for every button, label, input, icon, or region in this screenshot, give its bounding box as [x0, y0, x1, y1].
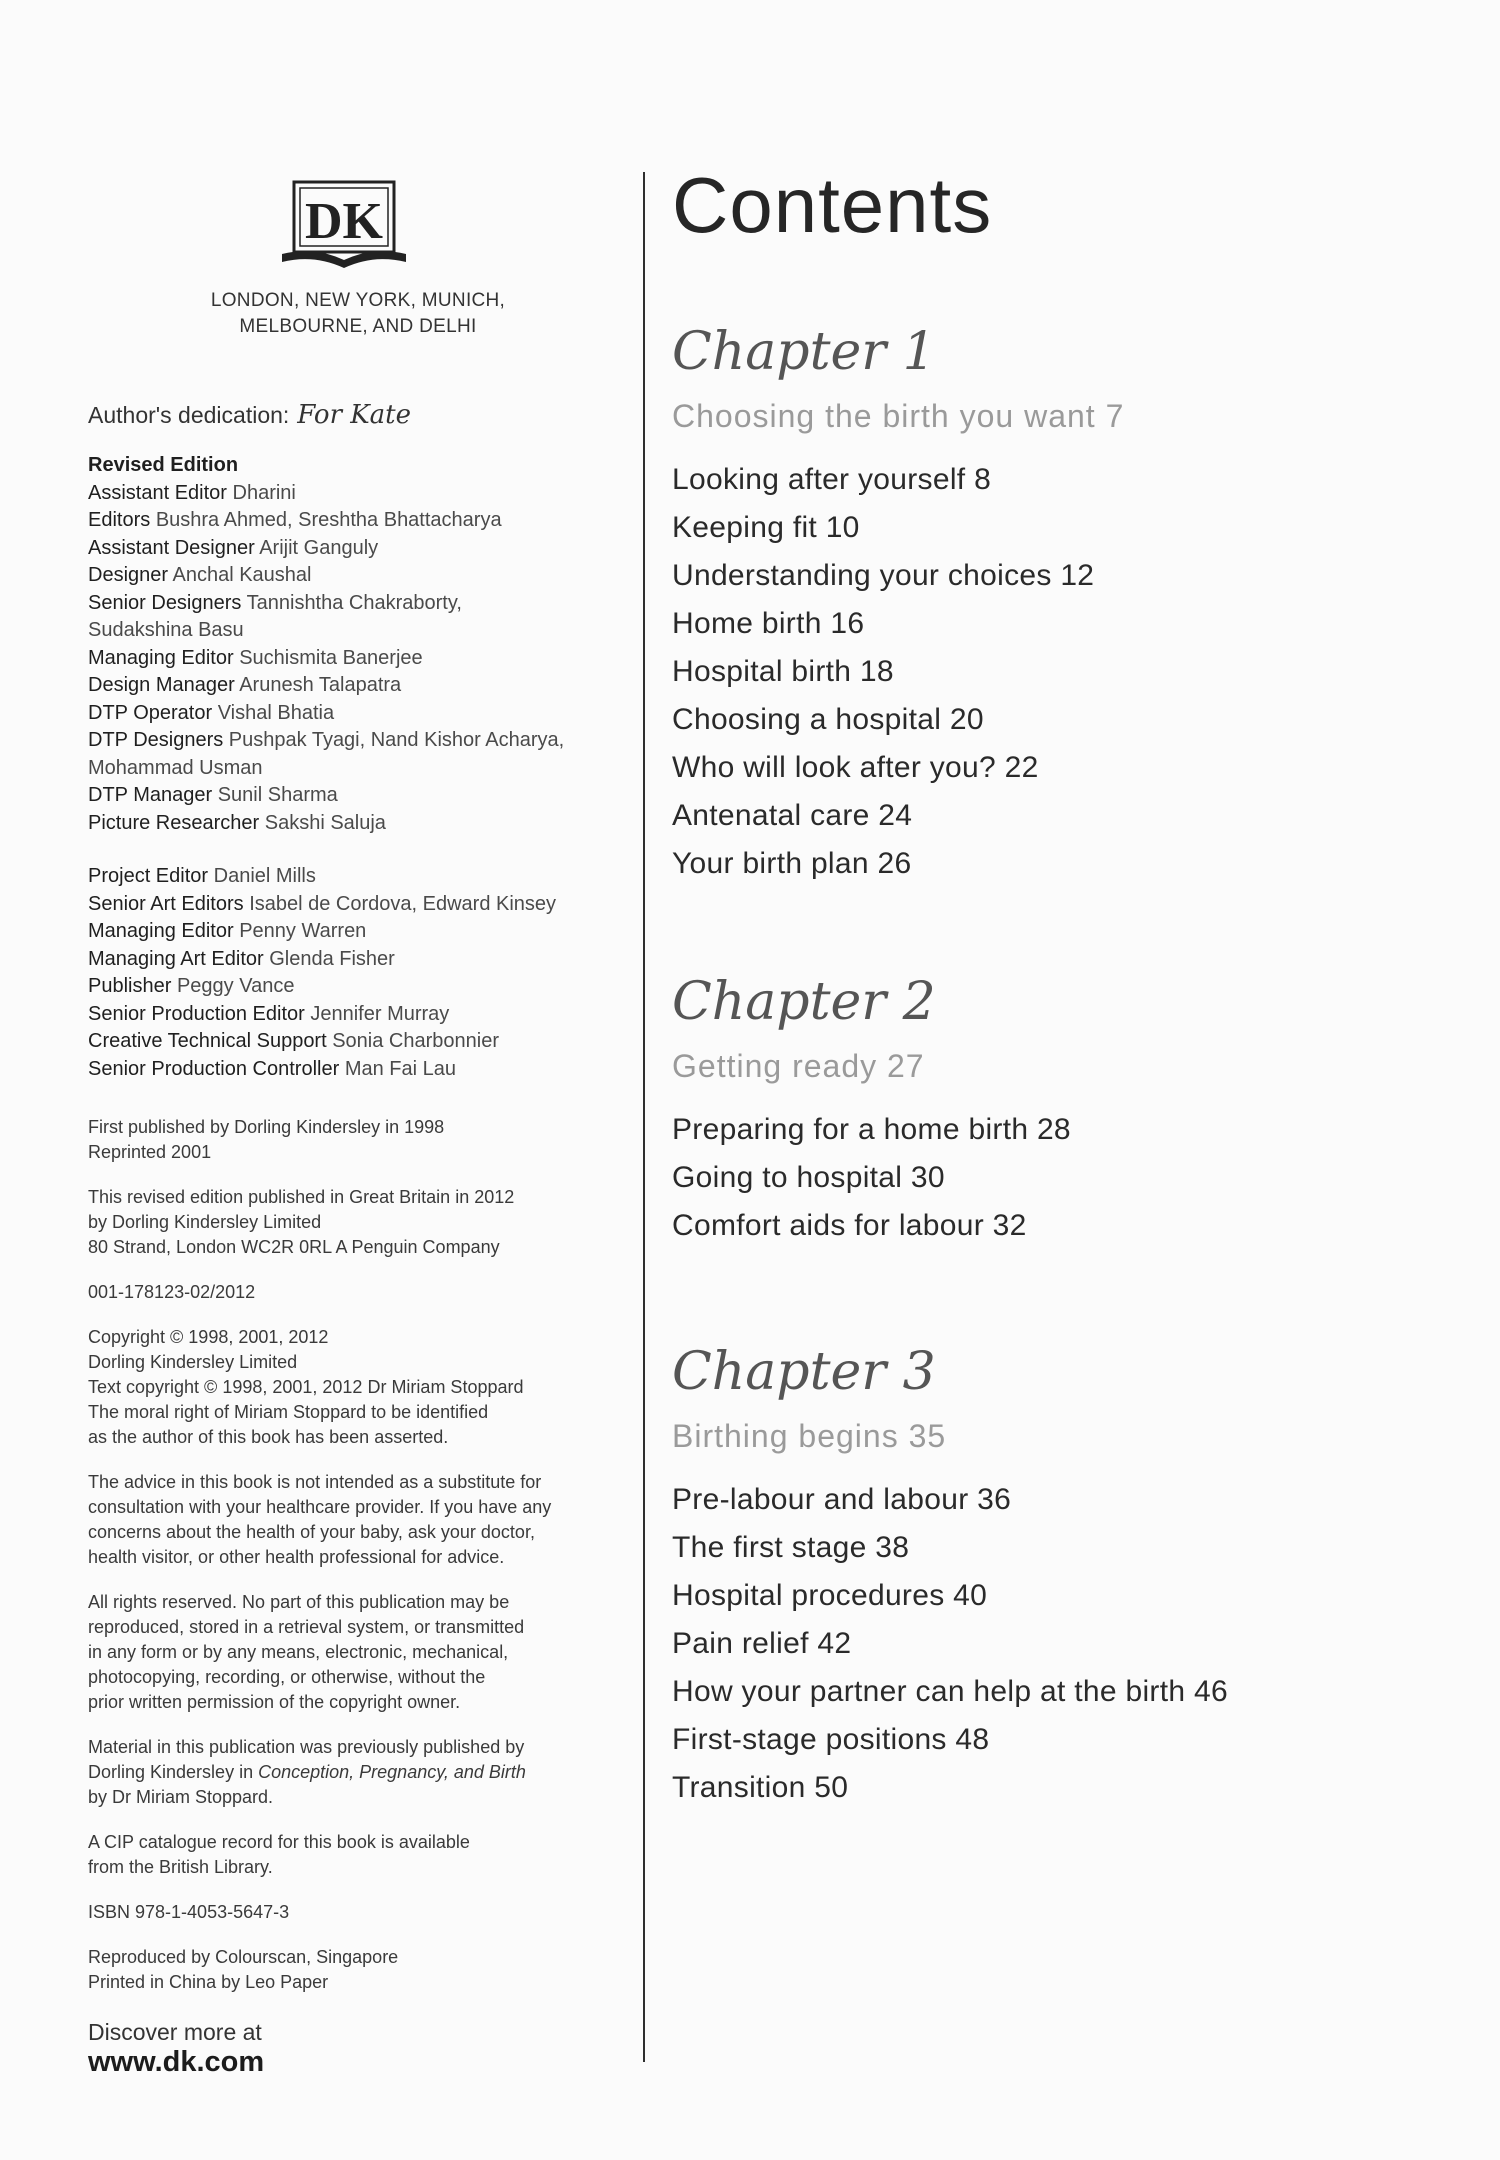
column-divider	[643, 172, 645, 2062]
notice-line: Printed in China by Leo Paper	[88, 1972, 329, 1992]
notice-line: Text copyright © 1998, 2001, 2012 Dr Miriam Stoppard	[88, 1377, 524, 1397]
publication-notes-end	[88, 1830, 628, 1995]
toc-entry[interactable]: First-stage positions 48	[672, 1723, 990, 1756]
credit-name: Suchismita Banerjee	[239, 646, 423, 669]
credit-line	[88, 755, 628, 783]
credit-name: Bushra Ahmed, Sreshtha Bhattacharya	[155, 509, 502, 531]
credit-name: Sunil Sharma	[217, 784, 338, 806]
notice-line: health visitor, or other health professional for advice.	[88, 1547, 505, 1567]
credit-line	[88, 590, 628, 618]
credit-line	[88, 617, 628, 645]
credit-role: Design Manager	[88, 674, 235, 696]
toc-list	[672, 1106, 1472, 1250]
notice-line: from the British Library.	[88, 1857, 273, 1877]
credit-name: Peggy Vance	[176, 975, 295, 997]
credit-name: Arunesh Talapatra	[239, 674, 402, 696]
toc-entry[interactable]: The first stage 38	[672, 1531, 910, 1564]
credit-name: Anchal Kaushal	[172, 564, 312, 586]
notice-paragraph	[88, 1185, 628, 1260]
credit-line	[88, 672, 628, 700]
notice-paragraph	[88, 1900, 628, 1925]
toc-entry[interactable]: Transition 50	[672, 1771, 849, 1804]
notice-line: This revised edition published in Great Britain in 2012	[88, 1187, 515, 1207]
notice-line: All rights reserved. No part of this publication may be	[88, 1592, 510, 1612]
page-title: Contents	[672, 161, 993, 249]
notice-line: A CIP catalogue record for this book is available	[88, 1832, 470, 1852]
credit-role: Managing Editor	[88, 646, 234, 669]
material-note: Material in this publication was previously published by Dorling Kindersley in Conception, Pregnancy, and Birth by Dr Miriam Stoppard.	[88, 1737, 526, 1807]
credit-role: DTP Operator	[88, 701, 213, 724]
toc-entry[interactable]: How your partner can help at the birth 46	[672, 1675, 1228, 1708]
credit-name: Isabel de Cordova, Edward Kinsey	[249, 892, 557, 915]
chapter-title: Birthing begins 35	[672, 1418, 947, 1454]
credit-role: Designer	[88, 564, 169, 586]
notice-line: as the author of this book has been asserted.	[88, 1427, 449, 1447]
notice-line: The moral right of Miriam Stoppard to be identified	[88, 1402, 489, 1422]
discover-more: Discover more at www.dk.com	[88, 2017, 628, 2077]
notice-line: consultation with your healthcare provider. If you have any	[88, 1497, 552, 1517]
original-edition-credits	[88, 863, 628, 1083]
notice-line: reproduced, stored in a retrieval system, or transmitted	[88, 1617, 525, 1637]
notice-line: ISBN 978-1-4053-5647-3	[88, 1902, 290, 1922]
credit-line	[88, 1028, 628, 1056]
credit-name: Pushpak Tyagi, Nand Kishor Acharya,	[228, 729, 565, 751]
chapter-label: Chapter 1	[672, 322, 936, 382]
toc-entry[interactable]: Looking after yourself 8	[672, 463, 992, 496]
notice-line: First published by Dorling Kindersley in 1998	[88, 1117, 445, 1137]
notice-line: photocopying, recording, or otherwise, without the	[88, 1667, 486, 1687]
credit-role: Senior Art Editors	[88, 892, 244, 915]
credit-line	[88, 480, 628, 508]
credit-role: Assistant Editor	[88, 481, 227, 504]
credit-name: Man Fai Lau	[344, 1057, 456, 1080]
toc-entry[interactable]: Hospital procedures 40	[672, 1579, 988, 1612]
credit-name: Vishal Bhatia	[217, 701, 335, 724]
toc-entry[interactable]: Going to hospital 30	[672, 1161, 945, 1194]
notice-line: Copyright © 1998, 2001, 2012	[88, 1327, 329, 1347]
toc-entry[interactable]: Pain relief 42	[672, 1627, 852, 1660]
toc-entry[interactable]: Comfort aids for labour 32	[672, 1209, 1027, 1242]
notice-line: 80 Strand, London WC2R 0RL A Penguin Company	[88, 1237, 500, 1257]
chapter-title: Getting ready 27	[672, 1048, 925, 1084]
publication-notes	[88, 1115, 628, 1715]
publisher-cities: LONDON, NEW YORK, MUNICH, MELBOURNE, AND DELHI	[210, 290, 506, 337]
credit-line	[88, 535, 628, 563]
notice-paragraph	[88, 1945, 628, 1995]
dk-logo	[278, 180, 410, 272]
imprint-column	[88, 180, 628, 2077]
credit-name: Sakshi Saluja	[264, 811, 386, 834]
chapter-section	[672, 320, 1472, 888]
chapter-section	[672, 970, 1472, 1250]
chapter-label: Chapter 2	[672, 972, 936, 1032]
toc-entry[interactable]: Antenatal care 24	[672, 799, 913, 832]
credit-role: Publisher	[88, 975, 172, 997]
author-dedication: Author's dedication: For Kate	[88, 400, 412, 430]
credit-line	[88, 1056, 628, 1084]
toc-entry[interactable]: Choosing a hospital 20	[672, 703, 984, 736]
toc-list	[672, 1476, 1472, 1812]
notice-line: by Dorling Kindersley Limited	[88, 1212, 322, 1232]
toc-entry[interactable]: Who will look after you? 22	[672, 751, 1039, 784]
credit-line	[88, 810, 628, 838]
toc-entry[interactable]: Hospital birth 18	[672, 655, 894, 688]
credit-role: Managing Art Editor	[88, 947, 264, 970]
credit-role: Senior Production Controller	[88, 1057, 340, 1080]
toc-entry[interactable]: Pre-labour and labour 36	[672, 1483, 1012, 1516]
chapter-title: Choosing the birth you want 7	[672, 398, 1125, 434]
toc-entry[interactable]: Your birth plan 26	[672, 847, 912, 880]
credit-name: Jennifer Murray	[310, 1002, 450, 1025]
credit-role: DTP Designers	[88, 729, 224, 751]
toc-entry[interactable]: Home birth 16	[672, 607, 865, 640]
notice-line: The advice in this book is not intended as a substitute for	[88, 1472, 542, 1492]
credit-line	[88, 973, 628, 1001]
credit-name: Mohammad Usman	[88, 756, 263, 779]
credit-role: Creative Technical Support	[88, 1030, 327, 1052]
svg-text:DK: DK	[305, 193, 383, 250]
credit-role: Senior Production Editor	[88, 1002, 305, 1025]
revised-edition-credits	[88, 452, 628, 837]
toc-entry[interactable]: Keeping fit 10	[672, 511, 860, 544]
notice-paragraph	[88, 1325, 628, 1450]
edition-heading: Revised Edition	[88, 454, 239, 476]
chapter-label: Chapter 3	[672, 1342, 936, 1402]
credit-line	[88, 507, 628, 535]
credit-line	[88, 700, 628, 728]
notice-paragraph	[88, 1470, 628, 1570]
notice-line: Reproduced by Colourscan, Singapore	[88, 1947, 399, 1967]
credit-role: Editors	[88, 509, 151, 531]
credit-name: Arijit Ganguly	[259, 536, 379, 559]
credit-name: Daniel Mills	[213, 865, 316, 887]
notice-line: prior written permission of the copyright owner.	[88, 1692, 461, 1712]
website-link[interactable]: www.dk.com	[88, 2046, 265, 2078]
credit-name: Penny Warren	[239, 920, 367, 942]
credit-line	[88, 946, 628, 974]
notice-paragraph	[88, 1115, 628, 1165]
notice-paragraph	[88, 1830, 628, 1880]
credit-line	[88, 891, 628, 919]
credit-role: DTP Manager	[88, 784, 213, 806]
notice-paragraph	[88, 1280, 628, 1305]
credit-role: Managing Editor	[88, 920, 234, 942]
credit-line	[88, 1001, 628, 1029]
credit-name: Sonia Charbonnier	[332, 1030, 499, 1052]
notice-line: 001-178123-02/2012	[88, 1282, 256, 1302]
credit-line	[88, 645, 628, 673]
credit-role: Project Editor	[88, 865, 209, 887]
credit-name: Glenda Fisher	[269, 947, 395, 970]
credit-line	[88, 782, 628, 810]
credit-name: Dharini	[232, 481, 296, 504]
notice-paragraph	[88, 1590, 628, 1715]
credit-line	[88, 918, 628, 946]
credit-name: Sudakshina Basu	[88, 619, 244, 641]
credit-line	[88, 863, 628, 891]
toc-entry[interactable]: Understanding your choices 12	[672, 559, 1095, 592]
notice-line: in any form or by any means, electronic, mechanical,	[88, 1642, 509, 1662]
notice-line: concerns about the health of your baby, ask your doctor,	[88, 1522, 535, 1542]
credit-role: Senior Designers	[88, 591, 242, 614]
toc-list	[672, 456, 1472, 888]
credit-line	[88, 562, 628, 590]
credit-role: Picture Researcher	[88, 811, 260, 834]
credit-name: Tannishtha Chakraborty,	[246, 591, 462, 614]
chapter-section	[672, 1340, 1472, 1812]
toc-entry[interactable]: Preparing for a home birth 28	[672, 1113, 1071, 1146]
credit-line	[88, 727, 628, 755]
credit-role: Assistant Designer	[88, 536, 255, 559]
notice-line: Reprinted 2001	[88, 1142, 212, 1162]
notice-line: Dorling Kindersley Limited	[88, 1352, 298, 1372]
contents-column	[672, 160, 1472, 1812]
